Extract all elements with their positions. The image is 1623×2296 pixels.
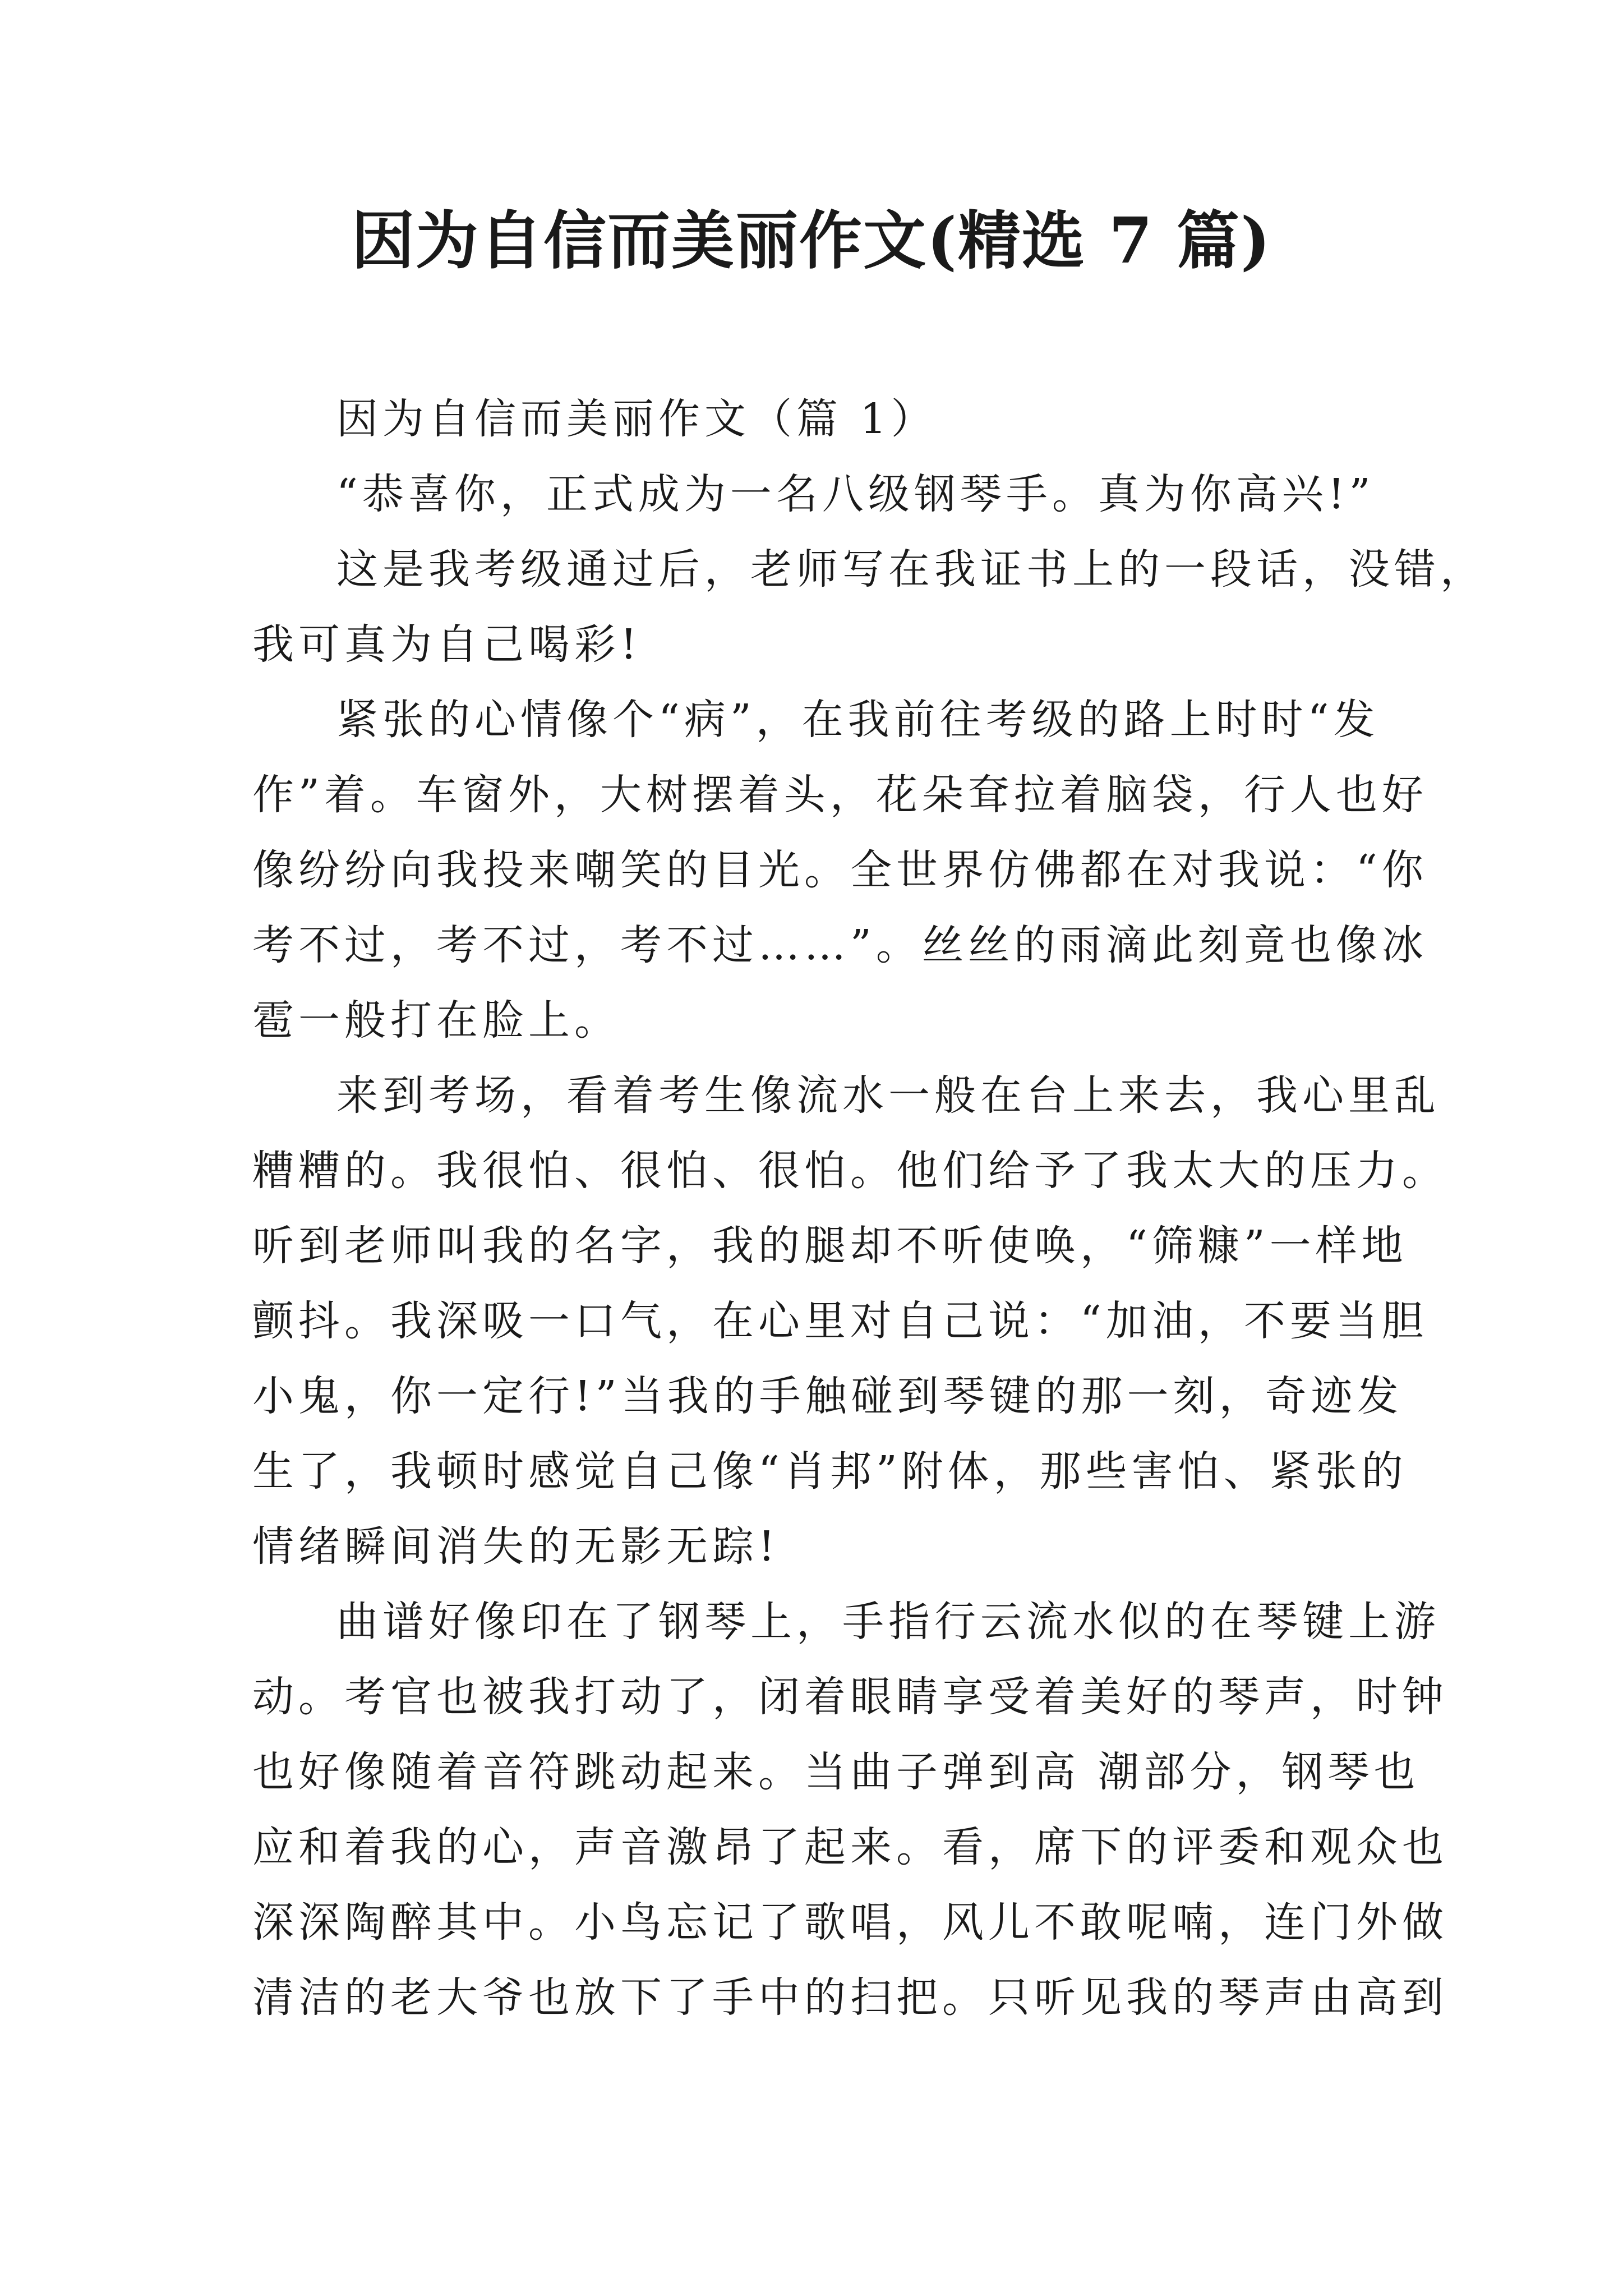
- text-line: 也好像随着音符跳动起来。当曲子弹到高 潮部分，钢琴也: [252, 1748, 1420, 1796]
- text-line: 我可真为自己喝彩!: [252, 620, 642, 669]
- text-line: 像纷纷向我投来嘲笑的目光。全世界仿佛都在对我说：“你: [252, 846, 1428, 894]
- text-line: 这是我考级通过后，老师写在我证书上的一段话，没错，: [336, 545, 1486, 593]
- text-line: 考不过，考不过，考不过……”。丝丝的雨滴此刻竟也像冰: [252, 921, 1428, 969]
- text-line: 清洁的老大爷也放下了手中的扫把。只听见我的琴声由高到: [252, 1973, 1448, 2022]
- text-line: 来到考场，看着考生像流水一般在台上来去，我心里乱: [336, 1071, 1440, 1120]
- text-line: 小鬼，你一定行!”当我的手触碰到琴键的那一刻，奇迹发: [252, 1372, 1403, 1420]
- text-line: 曲谱好像印在了钢琴上，手指行云流水似的在琴键上游: [336, 1598, 1440, 1646]
- text-line: 作”着。车窗外，大树摆着头，花朵耷拉着脑袋，行人也好: [252, 771, 1428, 819]
- text-line: 颤抖。我深吸一口气，在心里对自己说：“加油，不要当胆: [252, 1297, 1428, 1345]
- text-line: 紧张的心情像个“病”，在我前往考级的路上时时“发: [336, 696, 1380, 744]
- document-body: [252, 381, 1486, 2035]
- text-line: 生了，我顿时感觉自己像“肖邦”附体，那些害怕、紧张的: [252, 1447, 1408, 1496]
- text-line: 雹一般打在脸上。: [252, 996, 620, 1045]
- document-title: 因为自信而美丽作文(精选 7 篇): [352, 204, 1271, 278]
- text-line: 动。考官也被我打动了，闭着眼睛享受着美好的琴声，时钟: [252, 1673, 1448, 1721]
- text-line: “恭喜你，正式成为一名八级钢琴手。真为你高兴!”: [336, 470, 1375, 518]
- text-line: 应和着我的心，声音激昂了起来。看，席下的评委和观众也: [252, 1823, 1448, 1871]
- section-heading: 因为自信而美丽作文（篇 1）: [336, 395, 937, 443]
- text-line: 听到老师叫我的名字，我的腿却不听使唤，“筛糠”一样地: [252, 1222, 1408, 1270]
- text-line: 深深陶醉其中。小鸟忘记了歌唱，风儿不敢呢喃，连门外做: [252, 1898, 1448, 1947]
- text-line: 糟糟的。我很怕、很怕、很怕。他们给予了我太大的压力。: [252, 1147, 1448, 1195]
- text-line: 情绪瞬间消失的无影无踪!: [252, 1522, 780, 1571]
